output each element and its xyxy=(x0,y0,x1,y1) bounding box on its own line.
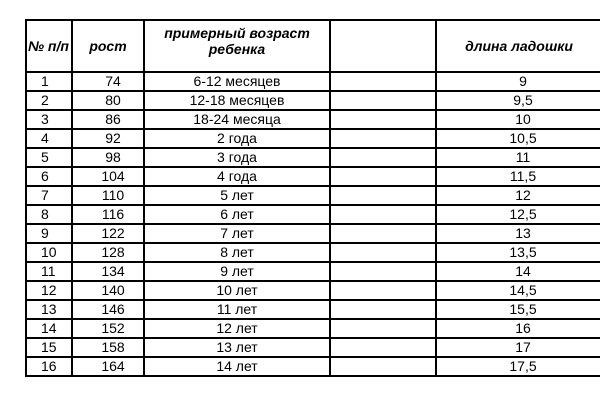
table-row xyxy=(26,129,600,148)
cell-height: 110 xyxy=(72,186,144,205)
cell-empty xyxy=(330,148,436,167)
cell-empty xyxy=(330,224,436,243)
cell-number: 1 xyxy=(26,72,72,91)
cell-palm-length: 10,5 xyxy=(436,129,600,148)
table-row xyxy=(26,338,600,357)
table-row xyxy=(26,72,600,91)
cell-height: 116 xyxy=(72,205,144,224)
cell-number: 7 xyxy=(26,186,72,205)
cell-age: 18-24 месяца xyxy=(144,110,330,129)
cell-empty xyxy=(330,72,436,91)
cell-empty xyxy=(330,167,436,186)
table-row xyxy=(26,300,600,319)
cell-empty xyxy=(330,262,436,281)
cell-palm-length: 10 xyxy=(436,110,600,129)
cell-height: 86 xyxy=(72,110,144,129)
table-row xyxy=(26,281,600,300)
cell-age: 12 лет xyxy=(144,319,330,338)
cell-number: 6 xyxy=(26,167,72,186)
cell-number: 9 xyxy=(26,224,72,243)
header-age-line2: ребенка xyxy=(208,41,266,57)
header-age xyxy=(144,20,330,72)
cell-palm-length: 17,5 xyxy=(436,357,600,376)
cell-age: 14 лет xyxy=(144,357,330,376)
cell-palm-length: 12,5 xyxy=(436,205,600,224)
cell-number: 12 xyxy=(26,281,72,300)
cell-height: 146 xyxy=(72,300,144,319)
cell-number: 2 xyxy=(26,91,72,110)
table-header-row xyxy=(26,20,600,72)
cell-palm-length: 14,5 xyxy=(436,281,600,300)
table-row xyxy=(26,91,600,110)
cell-palm-length: 9 xyxy=(436,72,600,91)
table-row xyxy=(26,224,600,243)
cell-height: 74 xyxy=(72,72,144,91)
cell-empty xyxy=(330,129,436,148)
cell-number: 8 xyxy=(26,205,72,224)
cell-number: 4 xyxy=(26,129,72,148)
cell-number: 13 xyxy=(26,300,72,319)
table-row xyxy=(26,205,600,224)
cell-age: 7 лет xyxy=(144,224,330,243)
cell-palm-length: 14 xyxy=(436,262,600,281)
cell-height: 140 xyxy=(72,281,144,300)
palm-length-table xyxy=(25,19,600,377)
header-height: рост xyxy=(72,20,144,72)
cell-number: 15 xyxy=(26,338,72,357)
table-row xyxy=(26,319,600,338)
cell-height: 158 xyxy=(72,338,144,357)
table-body xyxy=(26,72,600,376)
cell-palm-length: 13,5 xyxy=(436,243,600,262)
cell-age: 8 лет xyxy=(144,243,330,262)
cell-number: 16 xyxy=(26,357,72,376)
table-row xyxy=(26,186,600,205)
cell-palm-length: 11 xyxy=(436,148,600,167)
size-chart-table-container xyxy=(25,19,600,377)
cell-age: 6 лет xyxy=(144,205,330,224)
cell-height: 128 xyxy=(72,243,144,262)
cell-empty xyxy=(330,110,436,129)
cell-height: 122 xyxy=(72,224,144,243)
cell-age: 13 лет xyxy=(144,338,330,357)
table-row xyxy=(26,357,600,376)
cell-empty xyxy=(330,243,436,262)
cell-age: 5 лет xyxy=(144,186,330,205)
cell-palm-length: 17 xyxy=(436,338,600,357)
cell-age: 4 года xyxy=(144,167,330,186)
cell-height: 92 xyxy=(72,129,144,148)
cell-age: 3 года xyxy=(144,148,330,167)
cell-height: 134 xyxy=(72,262,144,281)
cell-age: 2 года xyxy=(144,129,330,148)
cell-height: 152 xyxy=(72,319,144,338)
cell-palm-length: 12 xyxy=(436,186,600,205)
cell-empty xyxy=(330,281,436,300)
header-palm-length: длина ладошки xyxy=(436,20,600,72)
cell-empty xyxy=(330,319,436,338)
table-row xyxy=(26,167,600,186)
header-empty xyxy=(330,20,436,72)
cell-palm-length: 15,5 xyxy=(436,300,600,319)
table-row xyxy=(26,243,600,262)
cell-palm-length: 16 xyxy=(436,319,600,338)
cell-empty xyxy=(330,91,436,110)
cell-age: 6-12 месяцев xyxy=(144,72,330,91)
cell-palm-length: 9,5 xyxy=(436,91,600,110)
cell-number: 5 xyxy=(26,148,72,167)
cell-number: 14 xyxy=(26,319,72,338)
cell-number: 11 xyxy=(26,262,72,281)
cell-height: 104 xyxy=(72,167,144,186)
table-row xyxy=(26,262,600,281)
cell-age: 11 лет xyxy=(144,300,330,319)
cell-age: 10 лет xyxy=(144,281,330,300)
cell-empty xyxy=(330,186,436,205)
cell-height: 80 xyxy=(72,91,144,110)
cell-age: 12-18 месяцев xyxy=(144,91,330,110)
cell-height: 98 xyxy=(72,148,144,167)
table-row xyxy=(26,148,600,167)
cell-empty xyxy=(330,205,436,224)
cell-palm-length: 13 xyxy=(436,224,600,243)
cell-number: 10 xyxy=(26,243,72,262)
cell-empty xyxy=(330,338,436,357)
cell-palm-length: 11,5 xyxy=(436,167,600,186)
header-number: № п/п xyxy=(26,20,72,72)
cell-number: 3 xyxy=(26,110,72,129)
table-row xyxy=(26,110,600,129)
cell-empty xyxy=(330,357,436,376)
cell-empty xyxy=(330,300,436,319)
cell-age: 9 лет xyxy=(144,262,330,281)
header-age-line1: примерный возраст xyxy=(164,25,310,41)
cell-height: 164 xyxy=(72,357,144,376)
